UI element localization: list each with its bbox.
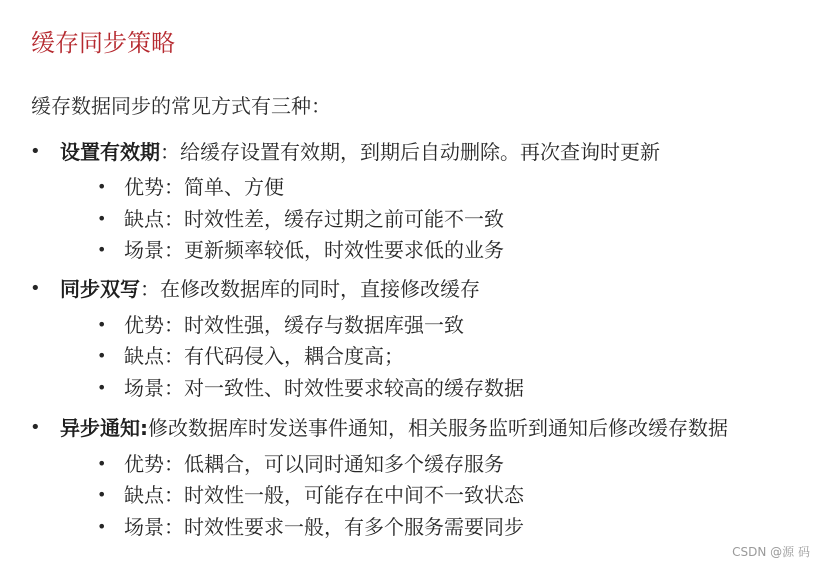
point-text: 缺点：时效性差，缓存过期之前可能不一致 — [124, 207, 504, 231]
section-separator: ： — [160, 140, 180, 164]
point-text: 场景：对一致性、时效性要求较高的缓存数据 — [124, 376, 524, 400]
watermark: CSDN @源 码 — [732, 545, 810, 559]
point-text: 优势：时效性强，缓存与数据库强一致 — [124, 313, 464, 337]
page-title: 缓存同步策略 — [31, 29, 175, 57]
bullet-icon: • — [30, 278, 41, 299]
point-text: 缺点：有代码侵入，耦合度高； — [124, 344, 404, 368]
point-text: 场景：时效性要求一般，有多个服务需要同步 — [124, 515, 524, 539]
bullet-icon: • — [97, 378, 107, 397]
bullet-icon: • — [97, 485, 107, 504]
bullet-icon: • — [97, 346, 107, 365]
intro-text: 缓存数据同步的常见方式有三种： — [31, 94, 331, 118]
point-text: 场景：更新频率较低，时效性要求低的业务 — [124, 238, 504, 262]
section-separator: ： — [140, 277, 160, 301]
section-heading: 同步双写 — [60, 277, 140, 301]
section-description: 给缓存设置有效期，到期后自动删除。再次查询时更新 — [180, 140, 660, 164]
bullet-icon: • — [97, 517, 107, 536]
point-text: 缺点：时效性一般，可能存在中间不一致状态 — [124, 483, 524, 507]
bullet-icon: • — [97, 454, 107, 473]
bullet-icon: • — [97, 240, 107, 259]
bullet-icon: • — [97, 315, 107, 334]
point-text: 优势：低耦合，可以同时通知多个缓存服务 — [124, 452, 504, 476]
section-description: 在修改数据库的同时，直接修改缓存 — [160, 277, 480, 301]
section-description: 修改数据库时发送事件通知，相关服务监听到通知后修改缓存数据 — [148, 416, 728, 440]
bullet-icon: • — [97, 177, 107, 196]
section-heading: 异步通知: — [60, 416, 148, 440]
bullet-icon: • — [30, 141, 41, 162]
bullet-icon: • — [30, 417, 41, 438]
bullet-icon: • — [97, 209, 107, 228]
section-heading: 设置有效期 — [60, 140, 160, 164]
point-text: 优势：简单、方便 — [124, 175, 284, 199]
